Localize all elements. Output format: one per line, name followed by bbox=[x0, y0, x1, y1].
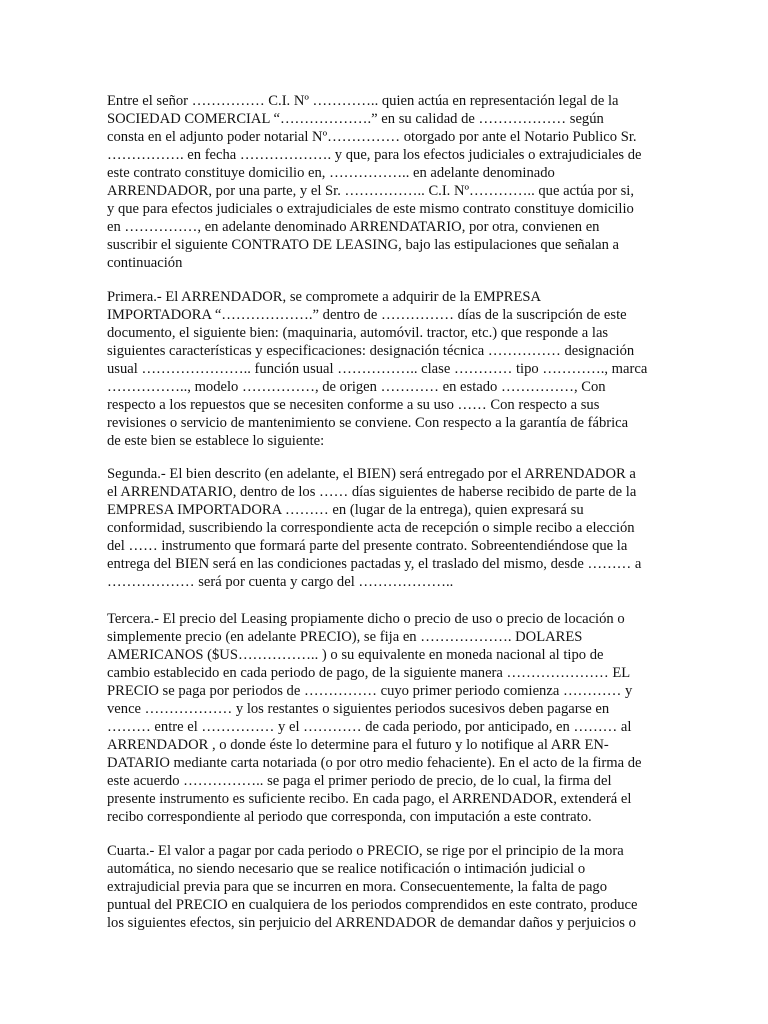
text-line: Tercera.- El precio del Leasing propiamente dicho o precio de uso o precio de locación o bbox=[107, 611, 625, 627]
text-line: …………….., modelo ……………, de origen ………… en estado ……………, Con bbox=[107, 379, 606, 395]
text-line: este acuerdo …………….. se paga el primer periodo de precio, de lo cual, la firma del bbox=[107, 773, 612, 789]
text-line: revisiones o servicio de mantenimiento se conviene. Con respecto a la garantía de fábrica bbox=[107, 415, 629, 431]
text-line: siguientes características y especificaciones: designación técnica …………… designación bbox=[107, 343, 635, 359]
text-line: DATARIO mediante carta notariada (o por otro medio fehaciente). En el acto de la firma de bbox=[107, 755, 642, 771]
text-line: puntual del PRECIO en cualquiera de los periodos comprendidos en este contrato, produce bbox=[107, 897, 638, 913]
text-line: y que para efectos judiciales o extrajudiciales de este mismo contrato constituye domicilio bbox=[107, 201, 634, 217]
text-line: Segunda.- El bien descrito (en adelante, el BIEN) será entregado por el ARRENDADOR a bbox=[107, 466, 636, 482]
text-line: AMERICANOS ($US…………….. ) o su equivalente en moneda nacional al tipo de bbox=[107, 647, 604, 663]
text-line: presente instrumento es suficiente recibo. En cada pago, el ARRENDADOR, extenderá el bbox=[107, 791, 632, 807]
text-line: ARRENDADOR , o donde éste lo determine para el futuro y lo notifique al ARR EN- bbox=[107, 737, 609, 753]
paragraph-intro bbox=[107, 92, 667, 272]
text-line: consta en el adjunto poder notarial Nº…………… otorgado por ante el Notario Publico Sr. bbox=[107, 129, 637, 145]
text-line: cambio establecido en cada periodo de pago, de la siguiente manera ………………… EL bbox=[107, 665, 631, 681]
text-line: usual ………………….. función usual …………….. clase ………… tipo …………., marca bbox=[107, 361, 648, 377]
text-line: recibo correspondiente al periodo que corresponda, con imputación a este contrato. bbox=[107, 809, 592, 825]
text-line: SOCIEDAD COMERCIAL “……………….” en su calidad de ……………… según bbox=[107, 111, 604, 127]
text-line: conformidad, suscribiendo la correspondiente acta de recepción o simple recibo a elección bbox=[107, 520, 635, 536]
paragraph-clause-primera bbox=[107, 288, 667, 450]
text-line: Entre el señor …………… C.I. Nº ………….. quien actúa en representación legal de la bbox=[107, 93, 619, 109]
text-line: vence ……………… y los restantes o siguientes periodos sucesivos deben pagarse en bbox=[107, 701, 610, 717]
paragraph-clause-cuarta bbox=[107, 842, 667, 932]
text-line: PRECIO se paga por periodos de …………… cuyo primer periodo comienza ………… y bbox=[107, 683, 633, 699]
text-line: de este bien se establece lo siguiente: bbox=[107, 433, 325, 449]
text-line: ARRENDADOR, por una parte, y el Sr. …………….. C.I. Nº………….. que actúa por si, bbox=[107, 183, 634, 199]
text-line: entrega del BIEN será en las condiciones pactadas y, el traslado del mismo, desde ……… a bbox=[107, 556, 642, 572]
text-line: los siguientes efectos, sin perjuicio del ARRENDADOR de demandar daños y perjuicios o bbox=[107, 915, 636, 931]
text-line: IMPORTADORA “……………….” dentro de …………… días de la suscripción de este bbox=[107, 307, 627, 323]
text-line: respecto a los repuestos que se necesiten conforme a su uso …… Con respecto a sus bbox=[107, 397, 600, 413]
text-line: automática, no siendo necesario que se realice notificación o intimación judicial o bbox=[107, 861, 586, 877]
text-line: en ……………, en adelante denominado ARRENDATARIO, por otra, convienen en bbox=[107, 219, 600, 235]
paragraph-clause-segunda bbox=[107, 465, 667, 591]
text-line: ……………… será por cuenta y cargo del ……………….. bbox=[107, 574, 454, 590]
text-line: documento, el siguiente bien: (maquinaria, automóvil. tractor, etc.) que responde a las bbox=[107, 325, 609, 341]
paragraph-clause-tercera bbox=[107, 610, 667, 826]
text-line: el ARRENDATARIO, dentro de los …… días siguientes de haberse recibido de parte de la bbox=[107, 484, 637, 500]
text-line: del …… instrumento que formará parte del presente contrato. Sobreentendiéndose que la bbox=[107, 538, 628, 554]
text-line: ……… entre el …………… y el ………… de cada periodo, por anticipado, en ……… al bbox=[107, 719, 632, 735]
text-line: simplemente precio (en adelante PRECIO), se fija en ………………. DOLARES bbox=[107, 629, 583, 645]
text-line: suscribir el siguiente CONTRATO DE LEASING, bajo las estipulaciones que señalan a bbox=[107, 237, 620, 253]
text-line: continuación bbox=[107, 255, 183, 271]
text-line: extrajudicial previa para que se incurren en mora. Consecuentemente, la falta de pago bbox=[107, 879, 608, 895]
text-line: Cuarta.- El valor a pagar por cada periodo o PRECIO, se rige por el principio de la mora bbox=[107, 843, 624, 859]
text-line: Primera.- El ARRENDADOR, se compromete a adquirir de la EMPRESA bbox=[107, 289, 542, 305]
text-line: ……………. en fecha ………………. y que, para los efectos judiciales o extrajudiciales de bbox=[107, 147, 642, 163]
text-line: este contrato constituye domicilio en, …………….. en adelante denominado bbox=[107, 165, 555, 181]
text-line: EMPRESA IMPORTADORA ……… en (lugar de la entrega), quien expresará su bbox=[107, 502, 584, 518]
